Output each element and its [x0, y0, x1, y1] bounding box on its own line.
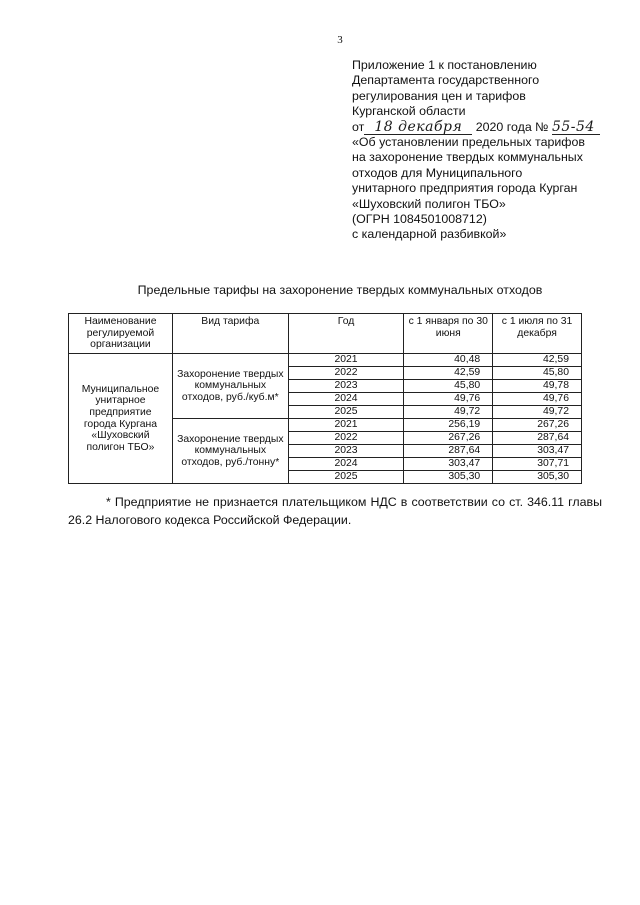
value-cell: 49,78 — [493, 380, 582, 393]
year-text: 2020 года № — [475, 119, 549, 134]
subject-line: (ОГРН 1084501008712) — [352, 212, 487, 227]
date-prefix: от — [352, 119, 365, 134]
value-cell: 305,30 — [493, 471, 582, 484]
year-cell: 2021 — [288, 419, 404, 432]
subject-line: «Шуховский полигон ТБО» — [352, 196, 506, 211]
tariff-type-cell: Захоронение твердых коммунальных отходов, руб./куб.м* — [172, 354, 288, 419]
year-cell: 2021 — [288, 354, 404, 367]
subject-line: отходов для Муниципального — [352, 165, 523, 180]
value-cell: 42,59 — [404, 367, 493, 380]
table-row — [69, 354, 582, 367]
appendix-line: Приложение 1 к постановлению — [352, 58, 537, 72]
value-cell: 267,26 — [404, 432, 493, 445]
value-cell: 256,19 — [404, 419, 493, 432]
year-cell: 2025 — [288, 406, 404, 419]
subject-line: «Об установлении предельных тарифов — [352, 135, 585, 150]
footnote — [68, 494, 602, 529]
appendix-line: Департамента государственного — [352, 73, 540, 88]
value-cell: 49,76 — [404, 393, 493, 406]
page-number: 3 — [337, 34, 343, 46]
appendix-header — [352, 58, 622, 243]
header-second-half: с 1 июля по 31 декабря — [493, 314, 582, 354]
value-cell: 267,26 — [493, 419, 582, 432]
year-cell: 2023 — [288, 380, 404, 393]
year-cell: 2024 — [288, 458, 404, 471]
value-cell: 305,30 — [404, 471, 493, 484]
table-title: Предельные тарифы на захоронение твердых коммунальных отходов — [137, 283, 543, 297]
value-cell: 49,72 — [493, 406, 582, 419]
header-year: Год — [288, 314, 404, 354]
tariff-type-cell: Захоронение твердых коммунальных отходов, руб./тонну* — [172, 419, 288, 484]
value-cell: 307,71 — [493, 458, 582, 471]
value-cell: 49,72 — [404, 406, 493, 419]
year-cell: 2024 — [288, 393, 404, 406]
value-cell: 287,64 — [493, 432, 582, 445]
year-cell: 2022 — [288, 367, 404, 380]
value-cell: 287,64 — [404, 445, 493, 458]
year-cell: 2022 — [288, 432, 404, 445]
subject-line: на захоронение твердых коммунальных — [352, 150, 583, 165]
appendix-line: регулирования цен и тарифов — [352, 88, 526, 103]
handwritten-number: 55-54 — [552, 121, 600, 135]
header-first-half: с 1 января по 30 июня — [404, 314, 493, 354]
year-cell: 2025 — [288, 471, 404, 484]
footnote-text: * Предприятие не признается плательщиком НДС в соответствии со ст. 346.11 главы 26.2 Налогового кодекса Российской Федерации. — [68, 495, 602, 527]
decree-date-line — [352, 120, 622, 135]
appendix-line: Курганской области — [352, 104, 466, 119]
value-cell: 303,47 — [404, 458, 493, 471]
value-cell: 49,76 — [493, 393, 582, 406]
subject-line: унитарного предприятия города Курган — [352, 181, 578, 196]
subject-line: с календарной разбивкой» — [352, 227, 507, 242]
header-tariff-type: Вид тарифа — [172, 314, 288, 354]
table-header-row — [69, 314, 582, 354]
value-cell: 45,80 — [404, 380, 493, 393]
header-organization: Наименование регулируемой организации — [69, 314, 173, 354]
year-cell: 2023 — [288, 445, 404, 458]
value-cell: 40,48 — [404, 354, 493, 367]
value-cell: 45,80 — [493, 367, 582, 380]
tariff-table — [68, 313, 582, 484]
organization-cell: Муниципальное унитарное предприятие города Кургана «Шуховский полигон ТБО» — [69, 354, 173, 484]
value-cell: 303,47 — [493, 445, 582, 458]
handwritten-date: 18 декабря — [364, 121, 472, 135]
value-cell: 42,59 — [493, 354, 582, 367]
